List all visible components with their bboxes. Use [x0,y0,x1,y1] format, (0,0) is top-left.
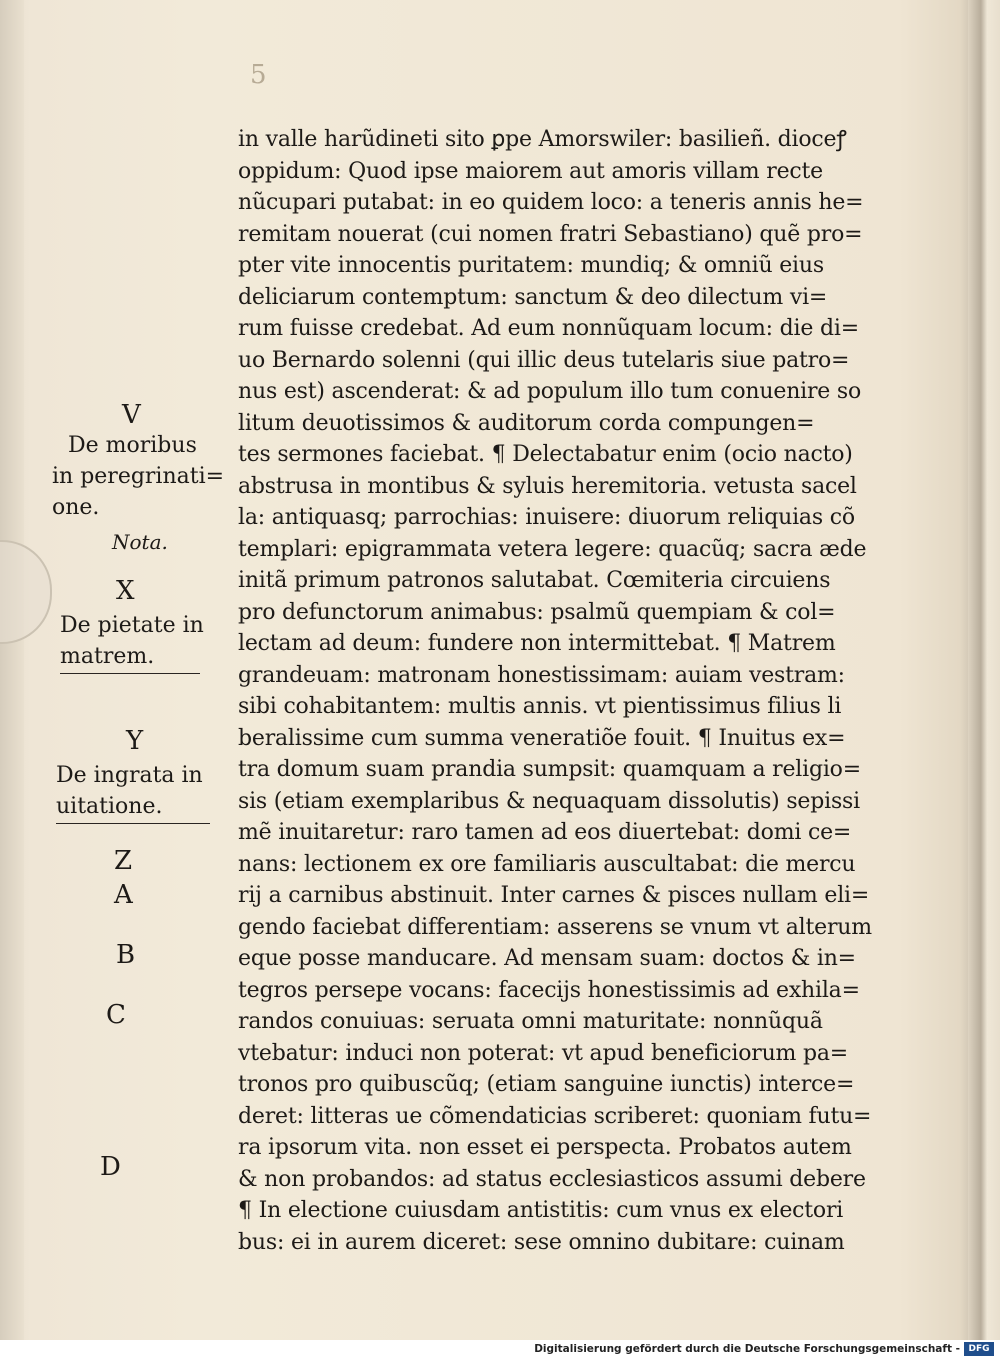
margin-note-x [60,610,204,674]
book-gutter [968,0,1000,1340]
margin-letter-z: Z [114,846,133,876]
text-line: nans: lectionem ex ore familiaris auscultabat: die mercu [238,851,856,877]
text-line: la: antiquasq; parrochias: inuisere: diuorum reliquias cõ [238,505,855,530]
main-text-block [238,124,878,1258]
margin-note-line: one. [52,495,100,520]
margin-letter-b: B [116,940,136,970]
dfg-logo: DFG [964,1342,994,1356]
margin-note-line: uitatione. [56,791,210,824]
text-line: sis (etiam exemplaribus & nequaquam dissolutis) sepissi [238,788,860,814]
text-line: uo Bernardo solenni (qui illic deus tutelaris siue patro= [238,347,850,373]
margin-note-v [52,430,224,523]
margin-note-y [56,760,210,824]
funding-credit: Digitalisierung gefördert durch die Deutsche Forschungsgemeinschaft - [534,1343,960,1355]
margin-letter-a: A [114,880,133,910]
text-line: ra ipsorum vita. non esset ei perspecta. Probatos autem [238,1135,852,1160]
margin-note-line: De pietate in [60,613,204,638]
margin-note-line: De ingrata in [56,763,203,788]
text-line: randos conuiuas: seruata omni maturitate: nonnũquã [238,1009,823,1034]
text-line: deliciarum contemptum: sanctum & deo dilectum vi= [238,284,828,310]
text-line: ¶ In electione cuiusdam antistitis: cum vnus ex electori [238,1198,844,1223]
text-line: litum deuotissimos & auditorum corda compungen= [238,410,815,436]
text-line: pter vite innocentis puritatem: mundiq; & omniũ eius [238,253,824,278]
text-line: initã primum patronos salutabat. Cœmiteria circuiens [238,568,831,593]
margin-letter-v: V [122,400,141,430]
text-line: rij a carnibus abstinuit. Inter carnes & pisces nullam eli= [238,883,870,908]
margin-letter-c: C [106,1000,126,1030]
folio-number: 5 [250,60,267,90]
margin-letter-y: Y [126,726,144,756]
page-clip [0,540,52,644]
text-line: mẽ inuitaretur: raro tamen ad eos diuertebat: domi ce= [238,820,852,845]
text-line: eque posse manducare. Ad mensam suam: doctos & in= [238,946,856,971]
text-line: tegros persepe vocans: facecijs honestissimis ad exhila= [238,977,860,1003]
text-line: tronos pro quibuscũq; (etiam sanguine iunctis) interce= [238,1072,855,1097]
margin-note-line: De moribus [68,433,197,458]
text-line: beralissime cum summa veneratiõe fouit. ¶ Inuitus ex= [238,725,846,751]
text-line: grandeuam: matronam honestissimam: auiam vestram: [238,662,845,688]
text-line: templari: epigrammata vetera legere: quacũq; sacra æde [238,536,867,562]
text-line: nũcupari putabat: in eo quidem loco: a teneris annis he= [238,190,864,215]
text-line: bus: ei in aurem diceret: sese omnino dubitare: cuinam [238,1229,845,1255]
text-line: remitam nouerat (cui nomen fratri Sebastiano) quẽ pro= [238,221,863,247]
text-line: oppidum: Quod ipse maiorem aut amoris villam recte [238,158,823,184]
text-line: gendo faciebat differentiam: asserens se vnum vt alterum [238,914,872,940]
text-line: sibi cohabitantem: multis annis. vt pientissimus filius li [238,694,842,719]
text-line: vtebatur: induci non poterat: vt apud beneficiorum pa= [238,1040,849,1066]
margin-letter-x: X [116,576,135,606]
text-line: tes sermones faciebat. ¶ Delectabatur enim (ocio nacto) [238,442,853,467]
margin-note-line: matrem. [60,641,200,674]
text-line: tra domum suam prandia sumpsit: quamquam a religio= [238,757,861,782]
text-line: in valle harũdineti sito ꝑpe Amorswiler: basilieñ. dioceꝭ [238,127,847,152]
text-line: & non probandos: ad status ecclesiasticos assumi debere [238,1166,866,1192]
text-line: rum fuisse credebat. Ad eum nonnũquam locum: die di= [238,316,859,341]
text-line: abstrusa in montibus & syluis heremitoria. vetusta sacel [238,473,857,499]
text-line: lectam ad deum: fundere non intermittebat. ¶ Matrem [238,631,836,656]
page-edge [0,0,24,1340]
text-line: nus est) ascenderat: & ad populum illo tum conuenire so [238,379,862,404]
margin-letter-d: D [100,1152,121,1182]
text-line: pro defunctorum animabus: psalmũ quempiam & col= [238,599,836,625]
text-line: deret: litteras ue cõmendaticias scriberet: quoniam futu= [238,1103,872,1129]
handwritten-annotation: Nota. [112,530,168,554]
margin-note-line: in peregrinati= [52,464,225,489]
